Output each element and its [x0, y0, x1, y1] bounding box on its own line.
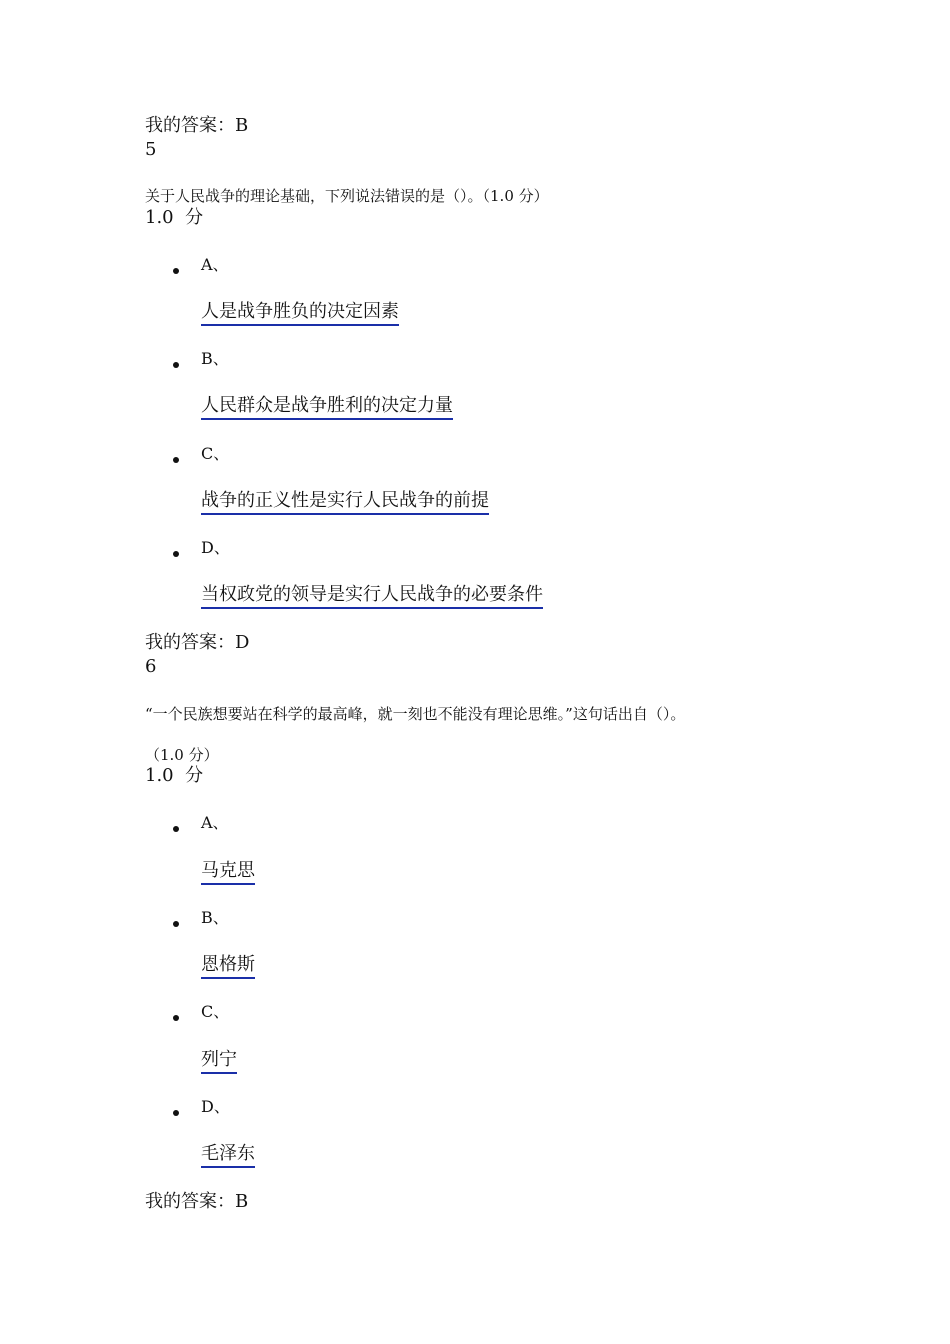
answer-value: D: [235, 632, 250, 653]
answer-value: B: [235, 1191, 249, 1212]
bullet-icon: [173, 551, 179, 557]
option-b-link[interactable]: 恩格斯: [201, 954, 255, 979]
answer-value: B: [235, 115, 249, 136]
option-c-link[interactable]: 战争的正义性是实行人民战争的前提: [201, 490, 489, 515]
bullet-icon: [173, 268, 179, 274]
option-letter: B、: [201, 349, 229, 368]
option-letter: C、: [201, 1002, 230, 1021]
bullet-icon: [173, 1110, 179, 1116]
bullet-icon: [173, 1015, 179, 1021]
bullet-icon: [173, 457, 179, 463]
question-score: 1.0 分: [145, 765, 204, 786]
option-letter: D、: [201, 1097, 230, 1116]
my-answer: [145, 1191, 248, 1213]
question-number: 6: [145, 656, 157, 677]
bullet-icon: [173, 362, 179, 368]
option-d-link[interactable]: 毛泽东: [201, 1143, 255, 1168]
option-letter: A、: [201, 813, 229, 832]
option-letter: B、: [201, 908, 229, 927]
answer-label: 我的答案：: [145, 1191, 235, 1212]
question-score: 1.0 分: [145, 207, 204, 228]
my-answer: [145, 632, 249, 654]
option-letter: A、: [201, 255, 229, 274]
previous-answer: [145, 115, 248, 137]
question-points: （1.0 分）: [145, 746, 219, 764]
option-c-link[interactable]: 列宁: [201, 1049, 237, 1074]
bullet-icon: [173, 826, 179, 832]
option-letter: D、: [201, 538, 230, 557]
option-letter: C、: [201, 444, 230, 463]
option-d-link[interactable]: 当权政党的领导是实行人民战争的必要条件: [201, 584, 543, 609]
bullet-icon: [173, 921, 179, 927]
option-a-link[interactable]: 马克思: [201, 860, 255, 885]
option-b-link[interactable]: 人民群众是战争胜利的决定力量: [201, 395, 453, 420]
question-text: 关于人民战争的理论基础，下列说法错误的是（）。（1.0 分）: [145, 187, 549, 205]
option-a-link[interactable]: 人是战争胜负的决定因素: [201, 301, 399, 326]
question-number: 5: [145, 139, 157, 160]
question-text: “一个民族想要站在科学的最高峰，就一刻也不能没有理论思维。”这句话出自（）。: [145, 705, 686, 723]
answer-label: 我的答案：: [145, 115, 235, 136]
answer-label: 我的答案：: [145, 632, 235, 653]
